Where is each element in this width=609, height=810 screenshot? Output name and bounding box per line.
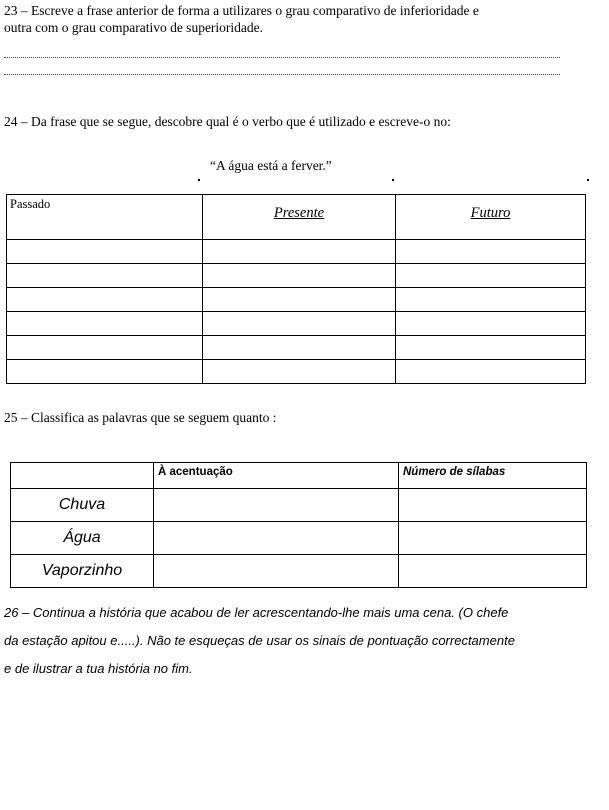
question-23-line-1: 23 – Escreve a frase anterior de forma a utilizares o grau comparativo de inferioridade e	[4, 3, 479, 18]
word-classification-table	[10, 462, 587, 588]
header-numero-silabas: Número de sílabas	[399, 463, 587, 489]
table-row	[11, 522, 587, 555]
question-26-line-3: e de ilustrar a tua história no fim.	[4, 661, 193, 676]
answer-cell[interactable]	[7, 288, 203, 312]
answer-cell[interactable]	[203, 360, 396, 384]
word-vaporzinho: Vaporzinho	[11, 555, 154, 588]
table-row	[7, 336, 586, 360]
question-24: 24 – Da frase que se segue, descobre qual é o verbo que é utilizado e escreve-o no:	[4, 114, 451, 129]
answer-cell[interactable]	[396, 264, 586, 288]
question-25: 25 – Classifica as palavras que se seguem quanto :	[4, 410, 277, 425]
word-agua: Água	[11, 522, 154, 555]
answer-cell[interactable]	[399, 489, 587, 522]
table-row	[7, 360, 586, 384]
table-header-row	[11, 463, 587, 489]
quote-sentence: “A água está a ferver.”	[210, 158, 332, 173]
table-row	[7, 312, 586, 336]
answer-cell[interactable]	[154, 555, 399, 588]
verb-tense-table	[6, 194, 586, 384]
header-empty	[11, 463, 154, 489]
table-row	[11, 555, 587, 588]
header-presente: Presente	[203, 195, 396, 240]
answer-cell[interactable]	[7, 264, 203, 288]
answer-cell[interactable]	[399, 522, 587, 555]
question-23	[4, 2, 604, 36]
answer-cell[interactable]	[7, 312, 203, 336]
answer-cell[interactable]	[396, 288, 586, 312]
answer-cell[interactable]	[399, 555, 587, 588]
answer-cell[interactable]	[203, 336, 396, 360]
answer-cell[interactable]	[7, 336, 203, 360]
answer-cell[interactable]	[203, 264, 396, 288]
table-header-row	[7, 195, 586, 240]
answer-line-2	[4, 74, 560, 75]
answer-cell[interactable]	[396, 336, 586, 360]
tab-mark	[587, 179, 589, 181]
header-acentuacao: À acentuação	[154, 463, 399, 489]
answer-cell[interactable]	[396, 240, 586, 264]
answer-cell[interactable]	[203, 312, 396, 336]
table-row	[7, 240, 586, 264]
answer-cell[interactable]	[7, 240, 203, 264]
question-26	[4, 599, 604, 683]
answer-cell[interactable]	[396, 312, 586, 336]
answer-cell[interactable]	[203, 240, 396, 264]
table-row	[11, 489, 587, 522]
tab-mark	[392, 179, 394, 181]
word-chuva: Chuva	[11, 489, 154, 522]
question-23-line-2: outra com o grau comparativo de superioridade.	[4, 20, 264, 35]
header-passado: Passado	[7, 195, 203, 240]
header-futuro: Futuro	[396, 195, 586, 240]
table-row	[7, 288, 586, 312]
answer-cell[interactable]	[154, 489, 399, 522]
answer-line-1	[4, 57, 560, 58]
answer-cell[interactable]	[396, 360, 586, 384]
question-26-line-2: da estação apitou e.....). Não te esqueças de usar os sinais de pontuação correctamente	[4, 633, 515, 648]
answer-cell[interactable]	[154, 522, 399, 555]
answer-cell[interactable]	[7, 360, 203, 384]
question-26-line-1: 26 – Continua a história que acabou de ler acrescentando-lhe mais uma cena. (O chefe	[4, 605, 509, 620]
tab-mark	[198, 179, 200, 181]
table-row	[7, 264, 586, 288]
answer-cell[interactable]	[203, 288, 396, 312]
